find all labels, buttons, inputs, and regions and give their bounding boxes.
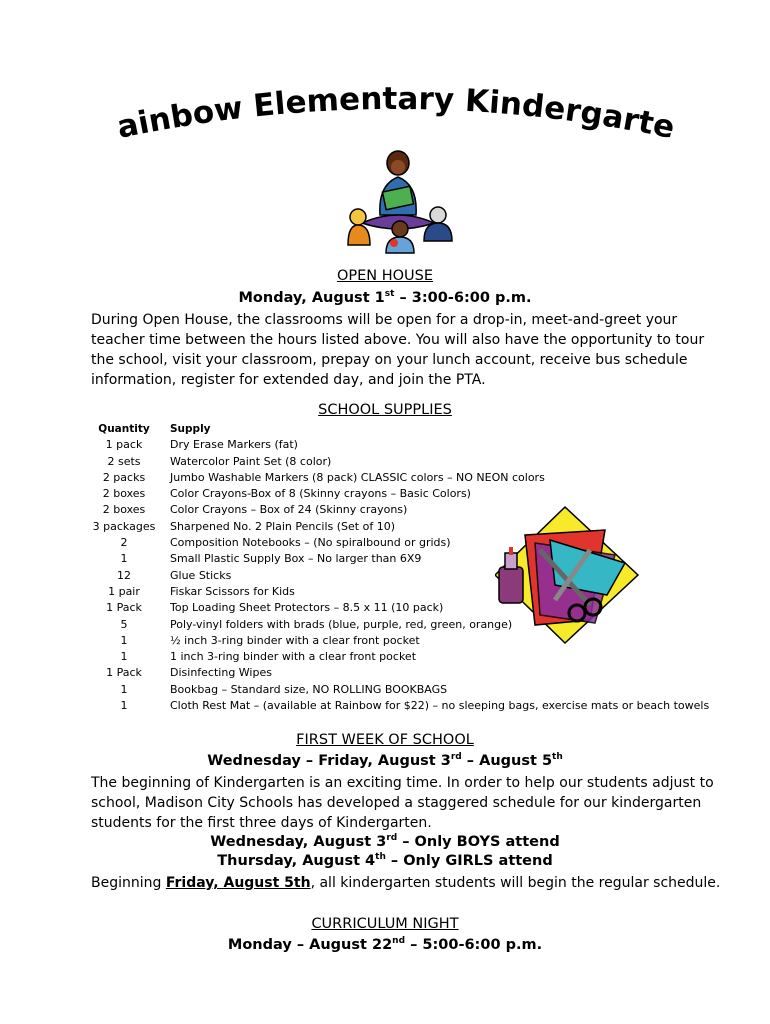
table-row: 2 boxes Color Crayons-Box of 8 (Skinny crayons – Basic Colors)	[102, 487, 471, 501]
table-row: 2 boxes Color Crayons – Box of 24 (Skinny crayons)	[102, 503, 408, 517]
table-row: 5 Poly-vinyl folders with brads (blue, purple, red, green, orange)	[120, 617, 513, 631]
table-row: 1 1 inch 3-ring binder with a clear front pocket	[120, 650, 417, 664]
table-row: 1 Cloth Rest Mat – (available at Rainbow for $22) – no sleeping bags, exercise mats or beach towels	[120, 699, 710, 713]
open-house-date: Monday, August 1st – 3:00-6:00 p.m.	[238, 289, 532, 306]
table-header-row	[88, 421, 709, 437]
table-row: 1 pack Dry Erase Markers (fat)	[105, 438, 298, 452]
title-wordart	[110, 70, 680, 150]
children-reading-clipart	[340, 145, 455, 255]
first-week-description: The beginning of Kindergarten is an exciting time. In order to help our students adjust to school, Madison City Schools has developed a staggered schedule for our kindergarten students for the first three days of Kindergarten.	[91, 775, 714, 831]
page-title	[110, 70, 680, 150]
table-row: 2 Composition Notebooks – (No spiralbound or grids)	[120, 536, 451, 550]
column-header-supply: Supply	[170, 423, 211, 435]
boys-attend-line: Wednesday, August 3rd – Only BOYS attend	[210, 833, 560, 850]
table-row: 1 pair Fiskar Scissors for Kids	[108, 584, 295, 598]
girls-attend-line: Thursday, August 4th – Only GIRLS attend	[217, 852, 553, 869]
svg-text:Rainbow Elementary Kindergarte	[110, 70, 678, 146]
table-row: 1 ½ inch 3-ring binder with a clear front pocket	[120, 633, 420, 647]
regular-schedule-line: Beginning Friday, August 5th, all kindergarten students will begin the regular schedule.	[91, 875, 721, 891]
curriculum-night-date: Monday – August 22nd – 5:00-6:00 p.m.	[227, 936, 543, 953]
table-row: 2 sets Watercolor Paint Set (8 color)	[107, 454, 332, 468]
open-house-heading: OPEN HOUSE	[336, 268, 434, 284]
table-row: 1 Pack Top Loading Sheet Protectors – 8.5 x 11 (10 pack)	[106, 601, 444, 615]
first-week-dates: Wednesday – Friday, August 3rd – August 5th	[207, 752, 563, 769]
table-row: 1 Pack Disinfecting Wipes	[106, 666, 272, 680]
table-row: 1 Bookbag – Standard size, NO ROLLING BOOKBAGS	[120, 682, 448, 696]
column-header-quantity: Quantity	[98, 423, 150, 435]
table-row: 3 packages Sharpened No. 2 Plain Pencils (Set of 10)	[92, 519, 396, 533]
table-row: 12 Glue Sticks	[117, 568, 232, 582]
table-row: 2 packs Jumbo Washable Markers (8 pack) CLASSIC colors – NO NEON colors	[102, 470, 545, 484]
curriculum-night-heading: CURRICULUM NIGHT	[311, 916, 459, 932]
open-house-description: During Open House, the classrooms will be open for a drop-in, meet-and-greet your teacher time between the hours listed above. You will also have the opportunity to tour the school, visit your classroom, prepay on your lunch account, receive bus schedule information, register for extended day, and join the PTA.	[91, 312, 705, 388]
first-week-heading: FIRST WEEK OF SCHOOL	[296, 732, 474, 748]
table-row: 1 Small Plastic Supply Box – No larger than 6X9	[120, 552, 422, 566]
title-text: ainbow Elementary Kindergarte	[114, 80, 678, 147]
school-supplies-clipart	[495, 505, 640, 645]
school-supplies-heading: SCHOOL SUPPLIES	[318, 402, 452, 418]
